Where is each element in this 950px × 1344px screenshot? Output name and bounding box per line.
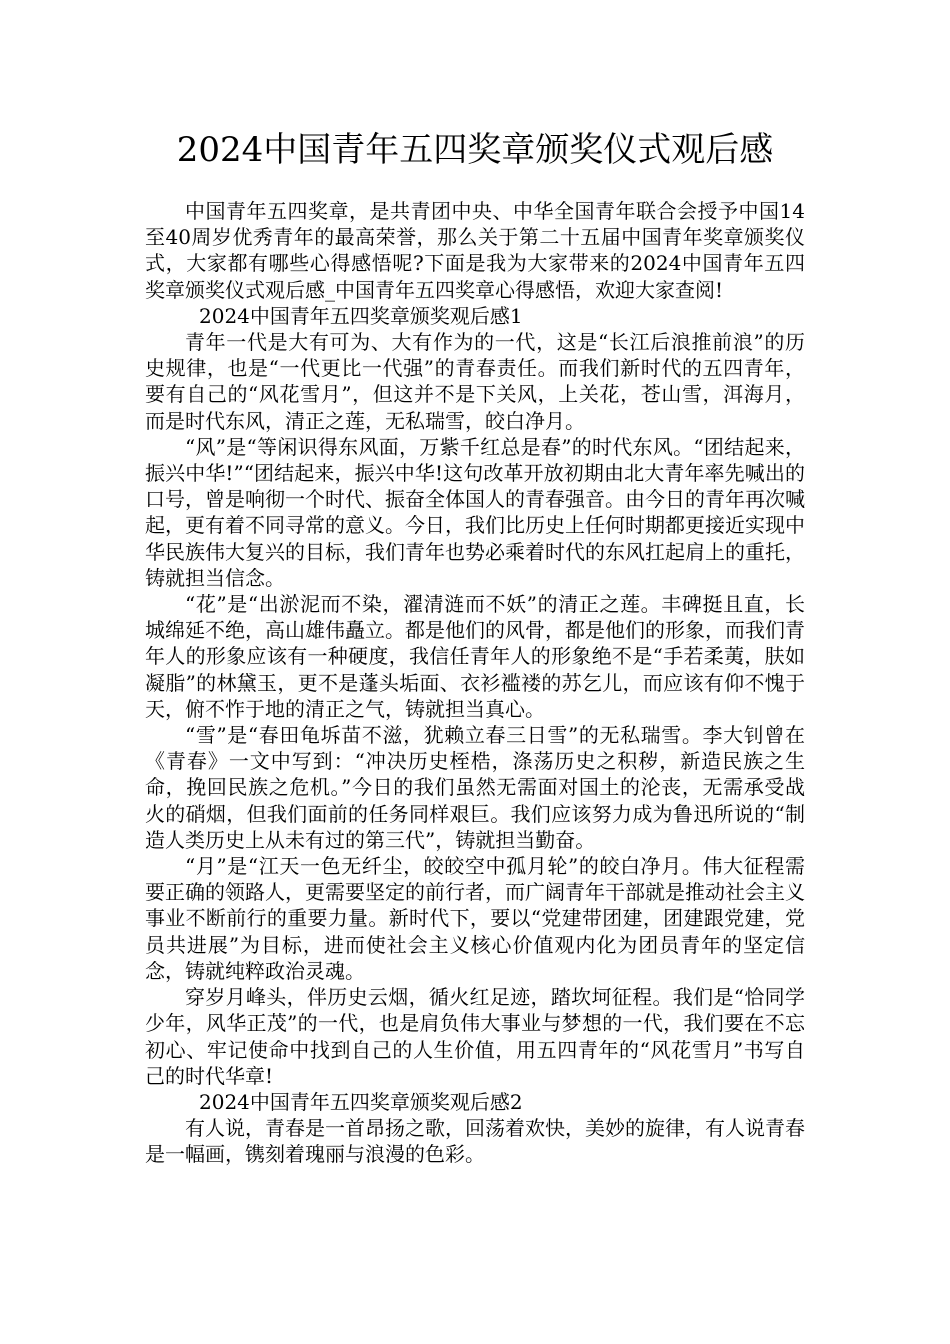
body-paragraph: “风”是“等闲识得东风面，万紫千红总是春”的时代东风。“团结起来，振兴中华!”“团结起来，振兴中华!这句改革开放初期由北大青年率先喊出的口号，曾是响彻一个时代、振奋全体国人的青春强音。由今日的青年再次喊起，更有着不同寻常的意义。今日，我们比历史上任何时期都更接近实现中华民族伟大复兴的目标，我们青年也势必乘着时代的东风扛起肩上的重托，铸就担当信念。 xyxy=(145,434,805,590)
body-paragraph: “月”是“江天一色无纤尘，皎皎空中孤月轮”的皎白净月。伟大征程需要正确的领路人，更需要坚定的前行者，而广阔青年干部就是推动社会主义事业不断前行的重要力量。新时代下，要以“党建带团建，团建跟党建，党员共进展”为目标，进而使社会主义核心价值观内化为团员青年的坚定信念，铸就纯粹政治灵魂。 xyxy=(145,854,805,983)
document-title: 2024中国青年五四奖章颁奖仪式观后感 xyxy=(176,130,774,170)
body-paragraph: “花”是“出淤泥而不染，濯清涟而不妖”的清正之莲。丰碑挺且直，长城绵延不绝，高山雄伟矗立。都是他们的风骨，都是他们的形象，而我们青年人的形象应该有一种硬度，我信任青年人的形象绝不是“手若柔荑，肤如凝脂”的林黛玉，更不是蓬头垢面、衣衫褴褛的苏乞儿，而应该有仰不愧于天，俯不怍于地的清正之气，铸就担当真心。 xyxy=(145,592,805,721)
intro-paragraph: 中国青年五四奖章，是共青团中央、中华全国青年联合会授予中国14至40周岁优秀青年的最高荣誉，那么关于第二十五届中国青年奖章颁奖仪式，大家都有哪些心得感悟呢?下面是我为大家带来的2024中国青年五四奖章颁奖仪式观后感_中国青年五四奖章心得感悟，欢迎大家查阅! xyxy=(145,199,805,302)
body-paragraph: 青年一代是大有可为、大有作为的一代，这是“长江后浪推前浪”的历史规律，也是“一代更比一代强”的青春责任。而我们新时代的五四青年，要有自己的“风花雪月”，但这并不是下关风，上关花，苍山雪，洱海月，而是时代东风，清正之莲，无私瑞雪，皎白净月。 xyxy=(145,330,805,433)
document-body xyxy=(145,198,805,1168)
section-heading-1: 2024中国青年五四奖章颁奖观后感1 xyxy=(199,303,523,328)
section-heading-2: 2024中国青年五四奖章颁奖观后感2 xyxy=(199,1089,523,1114)
body-paragraph: 有人说，青春是一首昂扬之歌，回荡着欢快，美妙的旋律，有人说青春是一幅画，镌刻着瑰丽与浪漫的色彩。 xyxy=(145,1116,805,1167)
body-paragraph: “雪”是“春田龟坼苗不滋，犹赖立春三日雪”的无私瑞雪。李大钊曾在《青春》一文中写到：“冲决历史桎梏，涤荡历史之积秽，新造民族之生命，挽回民族之危机。”今日的我们虽然无需面对国土的沦丧，无需承受战火的硝烟，但我们面前的任务同样艰巨。我们应该努力成为鲁迅所说的“制造人类历史上从未有过的第三代”，铸就担当勤奋。 xyxy=(145,723,805,852)
body-paragraph: 穿岁月峰头，伴历史云烟，循火红足迹，踏坎坷征程。我们是“恰同学少年，风华正茂”的一代，也是肩负伟大事业与梦想的一代，我们要在不忘初心、牢记使命中找到自己的人生价值，用五四青年的“风花雪月”书写自己的时代华章! xyxy=(145,985,805,1088)
